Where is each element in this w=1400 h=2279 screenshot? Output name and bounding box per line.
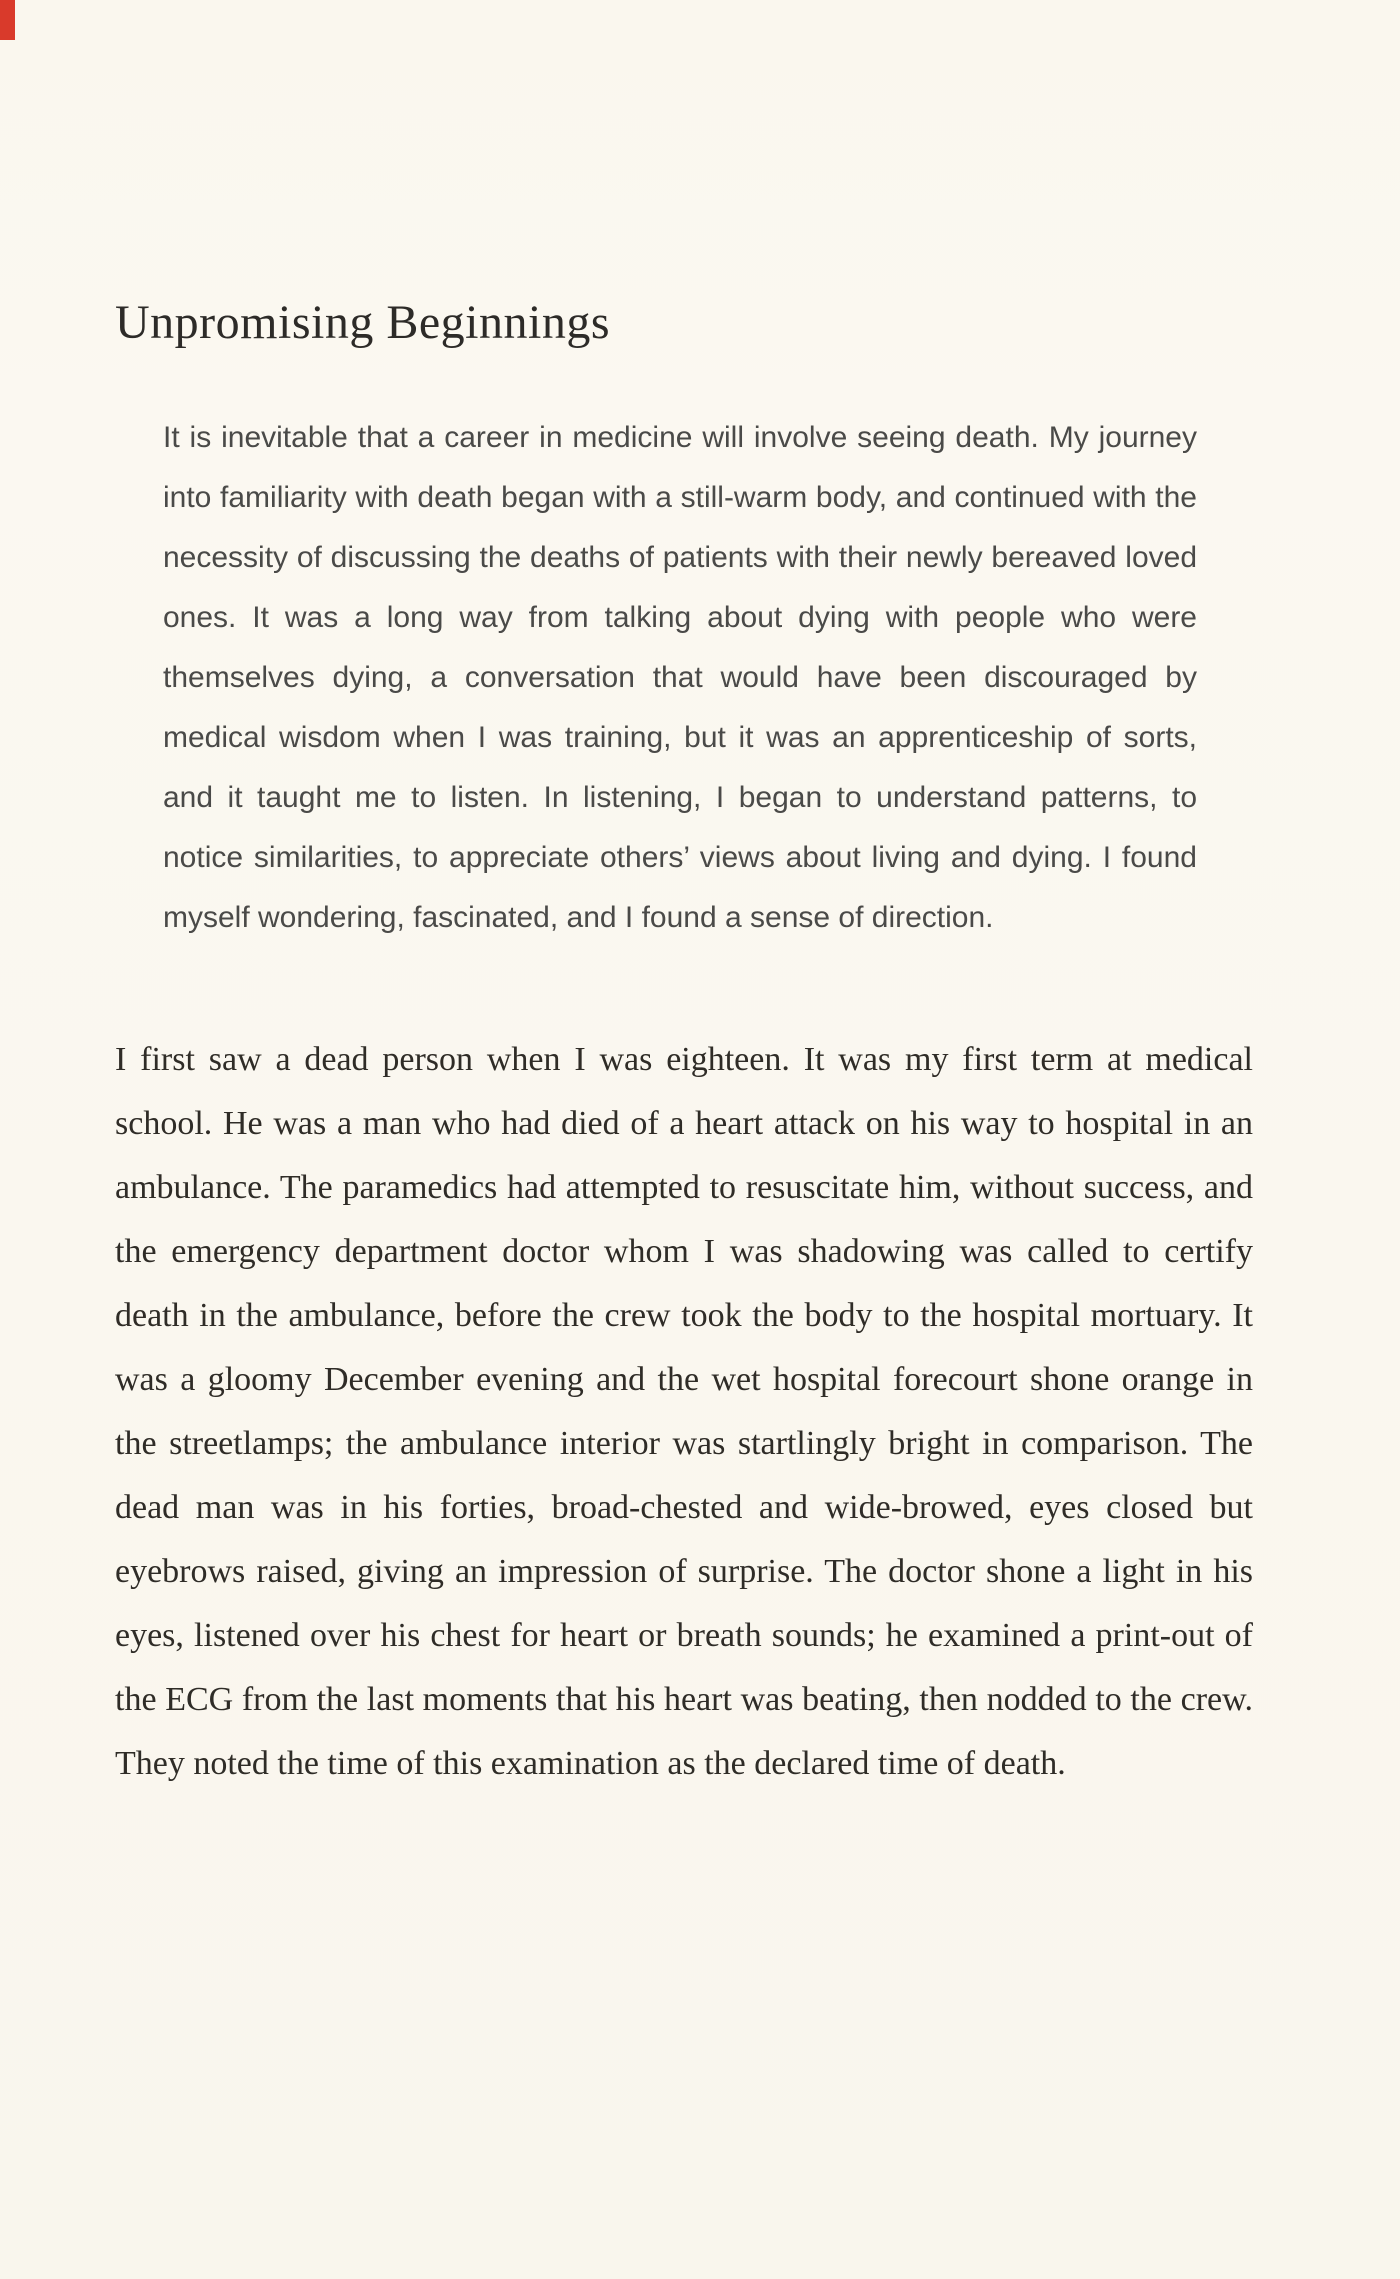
chapter-heading: Unpromising Beginnings: [115, 296, 611, 349]
epigraph-paragraph: It is inevitable that a career in medicine will involve seeing death. My journey into familiarity with death began with a still-warm body, and continued with the necessity of discussing the deaths of patients with their newly bereaved loved ones. It was a long way from talking about dying with people who were themselves dying, a conversation that would have been discouraged by medical wisdom when I was training, but it was an apprenticeship of sorts, and it taught me to listen. In listening, I began to understand patterns, to notice similarities, to appreciate others’ views about living and dying. I found myself wondering, fascinated, and I found a sense of direction.: [163, 421, 1197, 934]
body-paragraph: I first saw a dead person when I was eighteen. It was my first term at medical school. He was a man who had died of a heart attack on his way to hospital in an ambulance. The paramedics had attempted to resuscitate him, without success, and the emergency department doctor whom I was shadowing was called to certify death in the ambulance, before the crew took the body to the hospital mortuary. It was a gloomy December evening and the wet hospital forecourt shone orange in the streetlamps; the ambulance interior was startlingly bright in comparison. The dead man was in his forties, broad-chested and wide-browed, eyes closed but eyebrows raised, giving an impression of surprise. The doctor shone a light in his eyes, listened over his chest for heart or breath sounds; he examined a print-out of the ECG from the last moments that his heart was beating, then nodded to the crew. They noted the time of this examination as the declared time of death.: [115, 1041, 1253, 1782]
page-content: [115, 295, 1253, 1796]
red-edge-mark: [0, 0, 15, 40]
